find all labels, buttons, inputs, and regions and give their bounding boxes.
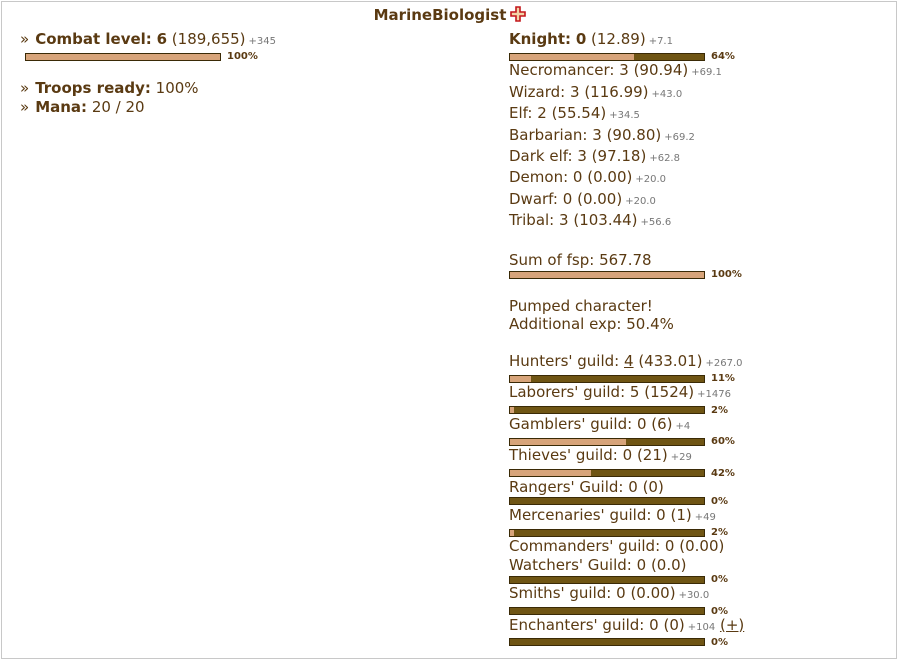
guild-row	[509, 446, 889, 467]
progress-percent: 42%	[711, 467, 735, 479]
progress-row	[509, 469, 889, 478]
right-column	[509, 30, 889, 647]
progress-fill	[510, 54, 634, 60]
row-level: 3	[570, 82, 580, 101]
row-value: (97.18)	[591, 147, 647, 166]
row-name: Dwarf:	[509, 189, 558, 208]
row-delta: +1476	[697, 389, 731, 401]
fsp-row: Sum of fsp: 567.78	[509, 250, 652, 269]
progress-bar	[509, 607, 705, 615]
row-delta: +4	[675, 420, 691, 432]
guild-row	[509, 506, 889, 527]
pumped-text: Pumped character!	[509, 297, 653, 316]
row-delta: +49	[694, 511, 716, 523]
row-value: (433.01)	[638, 351, 703, 370]
progress-bar	[509, 406, 705, 414]
row-value: (0.0)	[650, 555, 687, 574]
progress-row	[509, 497, 889, 506]
progress-bar	[509, 375, 705, 383]
progress-row	[509, 575, 889, 584]
guild-row	[509, 415, 889, 436]
combat-level-value: 6	[156, 30, 168, 48]
fsp-progress: 100%	[509, 270, 889, 279]
progress-bar	[509, 271, 705, 279]
progress-percent: 2%	[711, 404, 728, 416]
row-name: Gamblers' guild:	[509, 414, 633, 433]
progress-bar	[509, 497, 705, 505]
progress-bar	[509, 469, 705, 477]
guild-row	[509, 584, 889, 605]
row-delta: +7.1	[648, 36, 673, 47]
row-value: (0)	[642, 477, 664, 496]
class-row	[509, 190, 889, 211]
progress-row	[509, 528, 889, 537]
progress-percent: 0%	[711, 636, 728, 648]
row-name: Tribal:	[509, 211, 555, 230]
row-value: (1524)	[644, 383, 695, 402]
progress-percent: 0%	[711, 495, 728, 507]
row-value: (116.99)	[584, 82, 649, 101]
row-value: (21)	[636, 446, 668, 465]
class-row	[509, 104, 889, 125]
add-enchant-link[interactable]: (+)	[719, 615, 745, 634]
guild-row	[509, 537, 889, 555]
guild-row	[509, 478, 889, 496]
class-row	[509, 126, 889, 147]
progress-bar	[25, 53, 221, 61]
row-delta: +29	[670, 452, 692, 464]
progress-percent: 0%	[711, 574, 728, 586]
row-name: Hunters' guild:	[509, 351, 620, 370]
progress-row	[509, 437, 889, 446]
progress-fill	[510, 272, 704, 278]
guild-row	[509, 383, 889, 404]
row-delta: +20.0	[635, 174, 667, 186]
row-name: Mercenaries' guild:	[509, 505, 652, 524]
row-name: Knight:	[509, 30, 572, 48]
guild-row	[509, 352, 889, 373]
progress-row	[509, 52, 889, 61]
row-value: (0.00)	[679, 537, 725, 556]
row-value: (12.89)	[591, 30, 646, 48]
progress-row	[509, 406, 889, 415]
combat-level-row: » Combat level: 6 (189,655) +345	[20, 30, 276, 48]
row-value: (1)	[670, 505, 692, 524]
class-row	[509, 211, 889, 232]
progress-fill	[510, 439, 626, 445]
row-name: Watchers' Guild:	[509, 555, 632, 574]
row-level: 0	[636, 555, 647, 574]
row-level: 0	[649, 615, 659, 634]
cross-icon	[510, 6, 526, 22]
combat-exp: (189,655)	[171, 30, 246, 48]
progress-fill	[510, 407, 514, 413]
progress-percent: 2%	[711, 527, 728, 539]
progress-fill	[510, 470, 591, 476]
row-level: 3	[619, 61, 629, 80]
class-row	[509, 168, 889, 189]
row-level: 0	[656, 505, 666, 524]
row-value: (55.54)	[551, 104, 607, 123]
progress-bar	[509, 53, 705, 61]
row-delta: +56.6	[640, 217, 672, 229]
class-row	[509, 83, 889, 104]
row-level: 5	[629, 383, 640, 402]
row-delta: +69.2	[664, 131, 695, 143]
row-delta: +34.5	[609, 110, 640, 122]
row-name: Commanders' guild:	[509, 537, 661, 556]
row-level: 0	[622, 446, 633, 465]
combat-progress: 100%	[25, 52, 276, 61]
row-name: Wizard:	[509, 82, 566, 101]
class-row	[509, 30, 889, 51]
left-column	[20, 30, 276, 116]
row-delta: +30.0	[678, 590, 710, 602]
row-delta: +20.0	[625, 195, 656, 207]
progress-bar	[509, 576, 705, 584]
additional-exp-text: Additional exp: 50.4%	[509, 315, 674, 334]
row-name: Smiths' guild:	[509, 584, 612, 603]
character-title	[0, 6, 900, 24]
mana-row: » Mana: 20 / 20	[20, 97, 145, 116]
progress-row	[509, 607, 889, 616]
row-value: (90.94)	[633, 61, 689, 80]
row-delta: +267.0	[705, 357, 743, 369]
row-name: Dark elf:	[509, 147, 573, 166]
row-level: 0	[628, 477, 638, 496]
progress-bar	[509, 638, 705, 646]
progress-fill	[26, 54, 220, 60]
row-level: 0	[572, 168, 583, 187]
progress-percent: 60%	[711, 436, 735, 448]
row-level: 0	[664, 537, 675, 556]
row-value: (0)	[663, 615, 685, 634]
row-value: (103.44)	[573, 211, 638, 230]
row-level: 0	[636, 414, 647, 433]
row-value: (0.00)	[577, 189, 623, 208]
progress-fill	[510, 530, 514, 536]
row-level: 3	[577, 147, 587, 166]
row-value: (6)	[651, 414, 673, 433]
row-level: 0	[575, 30, 587, 48]
row-name: Barbarian:	[509, 125, 588, 144]
character-name: MarineBiologist	[373, 6, 507, 24]
class-row	[509, 61, 889, 82]
progress-row	[509, 638, 889, 647]
row-name: Demon:	[509, 168, 569, 187]
progress-row	[509, 374, 889, 383]
row-delta: +62.8	[649, 153, 680, 165]
progress-percent: 64%	[711, 51, 735, 63]
row-level: 3	[559, 211, 569, 230]
guild-list	[509, 352, 889, 647]
troops-row: » Troops ready: 100%	[20, 79, 199, 98]
row-name: Enchanters' guild:	[509, 615, 645, 634]
progress-fill	[510, 376, 531, 382]
progress-percent: 0%	[711, 605, 728, 617]
row-name: Elf:	[509, 104, 533, 123]
row-delta: +104	[687, 621, 716, 633]
row-level: 0	[562, 189, 573, 208]
row-level: 3	[592, 125, 602, 144]
guild-level-link[interactable]: 4	[624, 351, 634, 370]
guild-row	[509, 616, 889, 637]
row-delta: +69.1	[691, 67, 722, 79]
row-value: (0.00)	[587, 168, 633, 187]
row-delta: +43.0	[651, 88, 683, 100]
guild-row	[509, 556, 889, 574]
class-list	[509, 30, 889, 233]
row-value: (0.00)	[630, 584, 676, 603]
progress-percent: 11%	[711, 373, 735, 385]
row-level: 0	[616, 584, 626, 603]
row-name: Thieves' guild:	[509, 446, 618, 465]
progress-bar	[509, 438, 705, 446]
row-name: Rangers' Guild:	[509, 477, 624, 496]
class-row	[509, 147, 889, 168]
row-level: 2	[537, 104, 547, 123]
progress-bar	[509, 529, 705, 537]
row-value: (90.80)	[606, 125, 662, 144]
row-name: Laborers' guild:	[509, 383, 626, 402]
row-name: Necromancer:	[509, 61, 615, 80]
